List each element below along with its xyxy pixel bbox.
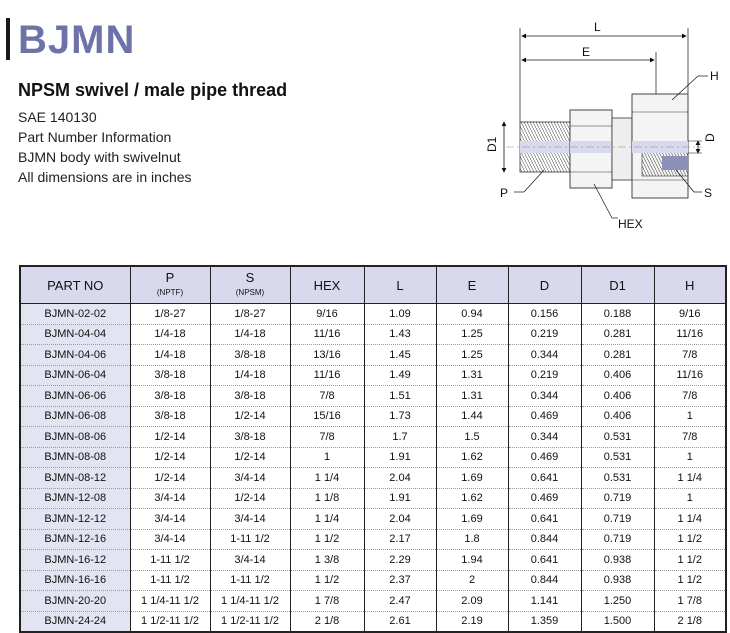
cell-l: 2.47 <box>364 591 436 612</box>
cell-part-no: BJMN-08-12 <box>20 468 130 489</box>
cell-s-npsm: 3/8-18 <box>210 386 290 407</box>
cell-e: 1.5 <box>436 427 508 448</box>
cell-part-no: BJMN-16-12 <box>20 550 130 571</box>
column-header-hex <box>290 266 364 304</box>
cell-d1: 0.531 <box>581 427 654 448</box>
cell-d: 0.641 <box>508 550 581 571</box>
cell-p-nptf: 1/2-14 <box>130 427 210 448</box>
cell-h: 1 1/4 <box>654 509 726 530</box>
cell-d: 0.641 <box>508 509 581 530</box>
cell-l: 1.91 <box>364 447 436 468</box>
column-header-l <box>364 266 436 304</box>
cell-hex: 7/8 <box>290 427 364 448</box>
cell-hex: 15/16 <box>290 406 364 427</box>
cell-s-npsm: 1/2-14 <box>210 488 290 509</box>
cell-h: 7/8 <box>654 345 726 366</box>
column-header-label: HEX <box>313 277 341 293</box>
cell-d1: 0.531 <box>581 447 654 468</box>
label-d: D <box>703 133 717 142</box>
cell-e: 1.25 <box>436 324 508 345</box>
cell-e: 1.69 <box>436 468 508 489</box>
column-header-p-nptf <box>130 266 210 304</box>
cell-d1: 0.406 <box>581 365 654 386</box>
label-h: H <box>710 69 719 83</box>
label-p: P <box>500 186 509 200</box>
cell-h: 1 7/8 <box>654 591 726 612</box>
table-row <box>20 324 726 345</box>
cell-e: 1.62 <box>436 447 508 468</box>
cell-h: 1 <box>654 447 726 468</box>
cell-hex: 1 1/2 <box>290 570 364 591</box>
cell-d: 0.469 <box>508 488 581 509</box>
table-body <box>20 304 726 633</box>
cell-d1: 0.719 <box>581 488 654 509</box>
cell-e: 1.69 <box>436 509 508 530</box>
cell-d1: 0.281 <box>581 345 654 366</box>
cell-l: 1.43 <box>364 324 436 345</box>
cell-d: 0.469 <box>508 406 581 427</box>
cell-d1: 0.719 <box>581 529 654 550</box>
cell-s-npsm: 3/8-18 <box>210 345 290 366</box>
cell-p-nptf: 1/2-14 <box>130 468 210 489</box>
cell-h: 7/8 <box>654 427 726 448</box>
cell-l: 2.04 <box>364 509 436 530</box>
cell-e: 1.25 <box>436 345 508 366</box>
cell-part-no: BJMN-04-06 <box>20 345 130 366</box>
column-header-sublabel: (NPSM) <box>235 288 265 297</box>
info-block <box>18 107 192 187</box>
cell-h: 11/16 <box>654 324 726 345</box>
cell-d1: 1.500 <box>581 611 654 632</box>
cell-d: 0.344 <box>508 427 581 448</box>
cell-part-no: BJMN-08-06 <box>20 427 130 448</box>
cell-l: 1.51 <box>364 386 436 407</box>
table-row <box>20 427 726 448</box>
cell-d: 0.219 <box>508 365 581 386</box>
table-row <box>20 570 726 591</box>
column-header-label: D <box>539 277 550 293</box>
cell-e: 1.94 <box>436 550 508 571</box>
cell-d: 0.469 <box>508 447 581 468</box>
column-header-h <box>654 266 726 304</box>
info-line-units: All dimensions are in inches <box>18 169 192 185</box>
column-header-part-no <box>20 266 130 304</box>
cell-hex: 7/8 <box>290 386 364 407</box>
cell-hex: 1 7/8 <box>290 591 364 612</box>
cell-l: 1.91 <box>364 488 436 509</box>
table-row <box>20 304 726 325</box>
cell-d1: 0.406 <box>581 406 654 427</box>
table-row <box>20 386 726 407</box>
cell-e: 1.62 <box>436 488 508 509</box>
cell-p-nptf: 3/4-14 <box>130 509 210 530</box>
cell-d: 0.344 <box>508 386 581 407</box>
column-header-label: H <box>685 277 695 293</box>
cell-p-nptf: 1/8-27 <box>130 304 210 325</box>
cell-l: 1.49 <box>364 365 436 386</box>
page-title: BJMN <box>18 18 136 62</box>
cell-d1: 1.250 <box>581 591 654 612</box>
table-row <box>20 509 726 530</box>
cell-d: 0.219 <box>508 324 581 345</box>
cell-part-no: BJMN-12-12 <box>20 509 130 530</box>
cell-hex: 1 1/2 <box>290 529 364 550</box>
cell-h: 7/8 <box>654 386 726 407</box>
cell-e: 0.94 <box>436 304 508 325</box>
cell-hex: 11/16 <box>290 324 364 345</box>
cell-e: 2 <box>436 570 508 591</box>
part-number-table <box>19 265 727 633</box>
cell-h: 2 1/8 <box>654 611 726 632</box>
table-row <box>20 406 726 427</box>
cell-d1: 0.281 <box>581 324 654 345</box>
cell-p-nptf: 3/8-18 <box>130 365 210 386</box>
table-row <box>20 345 726 366</box>
cell-s-npsm: 3/4-14 <box>210 550 290 571</box>
cell-h: 1 <box>654 406 726 427</box>
cell-d1: 0.938 <box>581 570 654 591</box>
cell-d: 0.844 <box>508 570 581 591</box>
cell-e: 1.31 <box>436 386 508 407</box>
page-subtitle: NPSM swivel / male pipe thread <box>18 80 288 100</box>
cell-hex: 9/16 <box>290 304 364 325</box>
column-header-label: PART NO <box>47 277 104 293</box>
cell-l: 2.61 <box>364 611 436 632</box>
cell-e: 1.8 <box>436 529 508 550</box>
table-row <box>20 468 726 489</box>
cell-d: 0.844 <box>508 529 581 550</box>
cell-part-no: BJMN-24-24 <box>20 611 130 632</box>
cell-part-no: BJMN-12-08 <box>20 488 130 509</box>
cell-d: 0.344 <box>508 345 581 366</box>
cell-d1: 0.719 <box>581 509 654 530</box>
cell-d1: 0.188 <box>581 304 654 325</box>
cell-part-no: BJMN-04-04 <box>20 324 130 345</box>
cell-p-nptf: 1/4-18 <box>130 345 210 366</box>
cell-h: 1 1/2 <box>654 570 726 591</box>
cell-h: 1 1/4 <box>654 468 726 489</box>
cell-part-no: BJMN-02-02 <box>20 304 130 325</box>
cell-l: 2.37 <box>364 570 436 591</box>
label-s: S <box>704 186 713 200</box>
table-row <box>20 550 726 571</box>
cell-p-nptf: 3/8-18 <box>130 386 210 407</box>
cell-hex: 1 1/8 <box>290 488 364 509</box>
table-row <box>20 611 726 632</box>
cell-d: 0.641 <box>508 468 581 489</box>
cell-s-npsm: 1 1/2-11 1/2 <box>210 611 290 632</box>
label-l: L <box>594 20 601 34</box>
cell-l: 1.45 <box>364 345 436 366</box>
cell-d1: 0.938 <box>581 550 654 571</box>
cell-s-npsm: 1/4-18 <box>210 324 290 345</box>
column-header-s-npsm <box>210 266 290 304</box>
cell-part-no: BJMN-20-20 <box>20 591 130 612</box>
cell-s-npsm: 1/2-14 <box>210 447 290 468</box>
cell-p-nptf: 3/4-14 <box>130 488 210 509</box>
label-d1: D1 <box>485 136 499 152</box>
cell-s-npsm: 3/4-14 <box>210 509 290 530</box>
cell-l: 2.04 <box>364 468 436 489</box>
cell-h: 1 1/2 <box>654 529 726 550</box>
cell-p-nptf: 1-11 1/2 <box>130 550 210 571</box>
cell-d: 0.156 <box>508 304 581 325</box>
label-e: E <box>582 45 591 59</box>
column-header-label: S <box>245 270 255 285</box>
cell-l: 1.7 <box>364 427 436 448</box>
cell-hex: 13/16 <box>290 345 364 366</box>
column-header-sublabel: (NPTF) <box>156 288 184 297</box>
table-row <box>20 365 726 386</box>
table-header-row <box>20 266 726 304</box>
cell-part-no: BJMN-06-08 <box>20 406 130 427</box>
column-header-label: E <box>467 277 477 293</box>
table-row <box>20 447 726 468</box>
cell-part-no: BJMN-16-16 <box>20 570 130 591</box>
cell-e: 1.31 <box>436 365 508 386</box>
cell-l: 1.09 <box>364 304 436 325</box>
cell-l: 2.17 <box>364 529 436 550</box>
cell-p-nptf: 1/4-18 <box>130 324 210 345</box>
info-line-spec: SAE 140130 <box>18 109 97 125</box>
cell-s-npsm: 1/4-18 <box>210 365 290 386</box>
label-hex: HEX <box>618 217 643 231</box>
cell-hex: 11/16 <box>290 365 364 386</box>
cell-part-no: BJMN-08-08 <box>20 447 130 468</box>
cell-e: 2.09 <box>436 591 508 612</box>
cell-l: 2.29 <box>364 550 436 571</box>
cell-s-npsm: 1/8-27 <box>210 304 290 325</box>
cell-part-no: BJMN-12-16 <box>20 529 130 550</box>
cell-s-npsm: 1-11 1/2 <box>210 529 290 550</box>
cell-h: 1 <box>654 488 726 509</box>
cell-p-nptf: 1 1/2-11 1/2 <box>130 611 210 632</box>
cell-p-nptf: 3/8-18 <box>130 406 210 427</box>
cell-hex: 1 3/8 <box>290 550 364 571</box>
table-row <box>20 529 726 550</box>
title-accent-bar <box>6 18 10 60</box>
info-line-body: BJMN body with swivelnut <box>18 149 181 165</box>
cell-e: 2.19 <box>436 611 508 632</box>
table-row <box>20 591 726 612</box>
column-header-label: L <box>396 277 404 293</box>
column-header-label: D1 <box>609 277 626 293</box>
cell-s-npsm: 1/2-14 <box>210 406 290 427</box>
cell-h: 1 1/2 <box>654 550 726 571</box>
cell-d1: 0.531 <box>581 468 654 489</box>
column-header-e <box>436 266 508 304</box>
column-header-label: P <box>165 270 175 285</box>
cell-h: 9/16 <box>654 304 726 325</box>
cell-p-nptf: 1-11 1/2 <box>130 570 210 591</box>
cell-s-npsm: 1-11 1/2 <box>210 570 290 591</box>
cell-d: 1.359 <box>508 611 581 632</box>
cell-d: 1.141 <box>508 591 581 612</box>
column-header-d <box>508 266 581 304</box>
column-header-d1 <box>581 266 654 304</box>
info-line-part-number: Part Number Information <box>18 129 172 145</box>
cell-s-npsm: 3/8-18 <box>210 427 290 448</box>
cell-p-nptf: 1/2-14 <box>130 447 210 468</box>
cell-d1: 0.406 <box>581 386 654 407</box>
cell-hex: 1 1/4 <box>290 468 364 489</box>
cell-e: 1.44 <box>436 406 508 427</box>
cell-hex: 1 <box>290 447 364 468</box>
fitting-drawing <box>476 14 726 236</box>
cell-l: 1.73 <box>364 406 436 427</box>
cell-s-npsm: 1 1/4-11 1/2 <box>210 591 290 612</box>
cell-part-no: BJMN-06-04 <box>20 365 130 386</box>
cell-hex: 2 1/8 <box>290 611 364 632</box>
cell-p-nptf: 1 1/4-11 1/2 <box>130 591 210 612</box>
cell-part-no: BJMN-06-06 <box>20 386 130 407</box>
cell-s-npsm: 3/4-14 <box>210 468 290 489</box>
cell-h: 11/16 <box>654 365 726 386</box>
cell-hex: 1 1/4 <box>290 509 364 530</box>
cell-p-nptf: 3/4-14 <box>130 529 210 550</box>
table-row <box>20 488 726 509</box>
